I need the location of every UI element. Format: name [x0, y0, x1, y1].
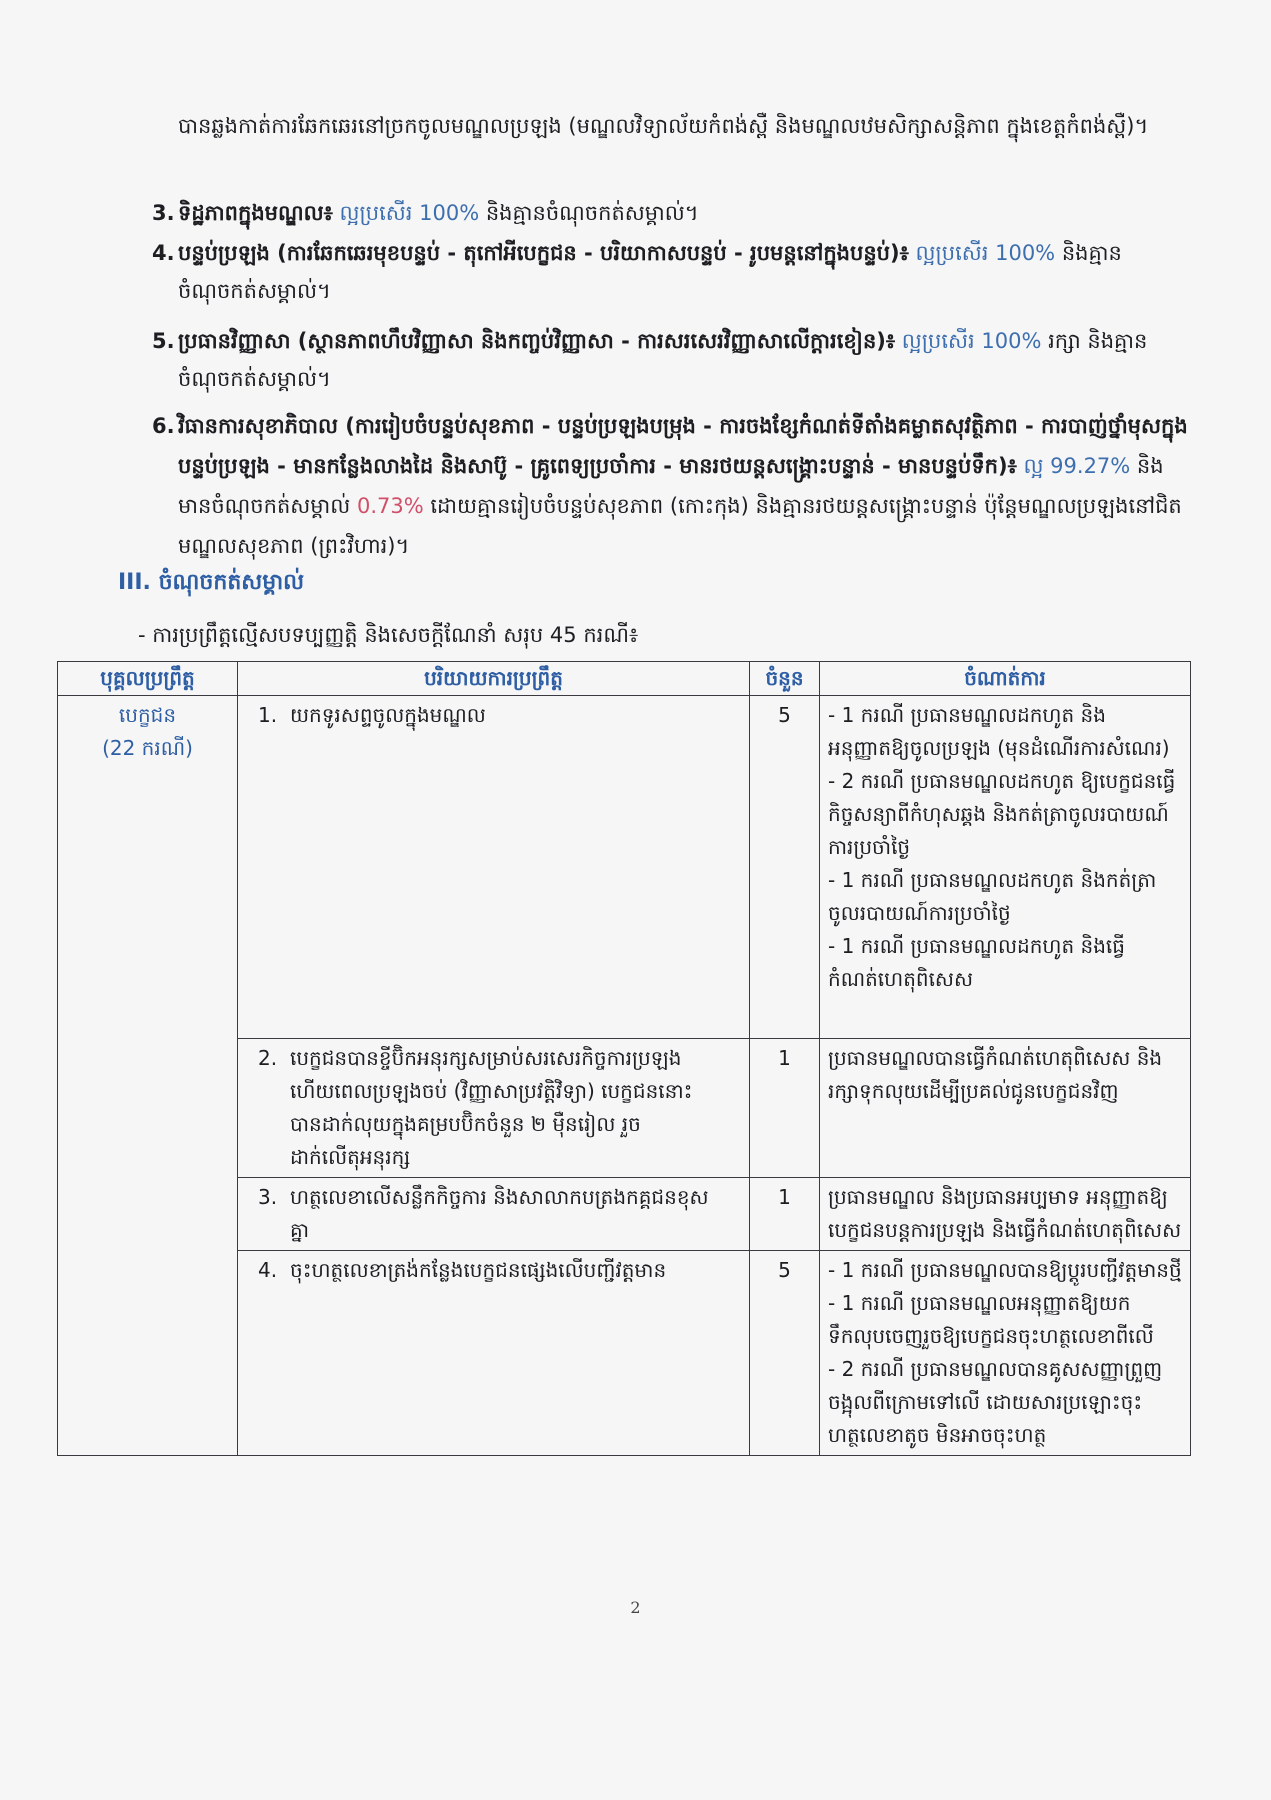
row-number: 3.	[258, 1185, 278, 1209]
item-number: 6.	[152, 414, 175, 438]
rating-text: ល្អ 99.27%	[1023, 454, 1131, 478]
violations-table	[57, 661, 1191, 1456]
action-line: - 1 ករណី ប្រធានមណ្ឌលដកហូត និងអនុញ្ញាតឱ្យចូលប្រឡង (មុនដំណើរការសំណេរ)	[828, 703, 1170, 760]
item-tail: រក្សា និងគ្មានចំណុចកត់សម្គាល់។	[178, 329, 1148, 391]
row-number: 1.	[258, 703, 278, 727]
bullet-summary: - ការប្រព្រឹត្តល្មើសបទប្បញ្ញត្តិ និងសេចក្តីណែនាំ សរុប 45 ករណី៖	[138, 623, 639, 647]
row-description: ចុះហត្ថលេខាត្រង់កន្លែងបេក្ខជនផ្សេងលើបញ្ជីវត្តមាន	[290, 1258, 667, 1282]
row-description: យកទូរសព្ទចូលក្នុងមណ្ឌល	[290, 703, 486, 727]
group-count: (22 ករណី)	[102, 736, 193, 760]
table-header-row	[58, 662, 1191, 696]
list-item-4	[152, 234, 1188, 310]
rating-text: ល្អប្រសើរ 100%	[901, 329, 1042, 353]
row-number: 4.	[258, 1258, 278, 1282]
count-cell: 1	[750, 1039, 820, 1178]
row-description: ហត្ថលេខាលើសន្លឹកកិច្ចការ និងសាលាកបត្រងកគ្គជនខុសគ្នា	[290, 1185, 709, 1242]
count-cell: 1	[750, 1178, 820, 1251]
description-cell	[238, 696, 750, 1039]
group-label: បេក្ខជន	[118, 703, 177, 727]
description-cell	[238, 1178, 750, 1251]
item-mid: និងមានចំណុចកត់សម្គាល់	[178, 454, 1164, 518]
item-tail: ដោយគ្មានរៀបចំបន្ទប់សុខភាព (កោះកុង) និងគ្មានរថយន្តសង្គ្រោះបន្ទាន់ ប៉ុន្តែមណ្ឌលប្រឡងនៅជិតមណ្ឌលសុខភាព (ព្រះវិហារ)។	[178, 494, 1182, 558]
action-line: - 2 ករណី ប្រធានមណ្ឌលដកហូត ឱ្យបេក្ខជនធ្វើកិច្ចសន្យាពីកំហុសឆ្គង និងកត់ត្រាចូលរបាយណ៍ការប្រចាំថ្ងៃ	[828, 769, 1176, 859]
action-line: - 1 ករណី ប្រធានមណ្ឌលដកហូត និងធ្វើកំណត់ហេតុពិសេស	[828, 934, 1125, 991]
table-row	[58, 696, 1191, 1039]
remark-percent: 0.73%	[356, 494, 424, 518]
item-tail: និងគ្មានចំណុចកត់សម្គាល់។	[178, 241, 1122, 303]
action-line: - 2 ករណី ប្រធានមណ្ឌលបានគូសសញ្ញាព្រួញចង្អុលពីក្រោមទៅលើ ដោយសារប្រឡោះចុះហត្ថលេខាតូច មិនអាចចុះហត្ថ	[828, 1357, 1163, 1447]
header-person: បុគ្គលប្រព្រឹត្ត	[58, 662, 238, 696]
count-cell: 5	[750, 696, 820, 1039]
item-number: 3.	[152, 201, 175, 225]
row-description: បេក្ខជនបានខ្ចីប៊ិកអនុរក្សសម្រាប់សរសេរកិច្ចការប្រឡង ហើយពេលប្រឡងចប់ (វិញ្ញាសាប្រវត្តិវិទ្យា) បេក្ខជននោះបានដាក់លុយក្នុងគម្របប៊ិកចំនួន ២ ម៉ឺនរៀល រួចដាក់លើតុអនុរក្ស	[290, 1046, 693, 1169]
action-line: ប្រធានមណ្ឌលបានធ្វើកំណត់ហេតុពិសេស និងរក្សាទុកលុយដើម្បីប្រគល់ជូនបេក្ខជនវិញ	[828, 1046, 1163, 1103]
action-line: - 1 ករណី ប្រធានមណ្ឌលដកហូត និងកត់ត្រាចូលរបាយណ៍ការប្រចាំថ្ងៃ	[828, 868, 1157, 925]
action-cell	[820, 696, 1191, 1039]
item-heading: បន្ទប់ប្រឡង (ការឆែកឆេរមុខបន្ទប់ - តុកៅអីបេក្ខជន - បរិយាកាសបន្ទប់ - រូបមន្តនៅក្នុងបន្ទប់)៖	[178, 241, 909, 265]
action-line: - 1 ករណី ប្រធានមណ្ឌលអនុញ្ញាតឱ្យយកទឹកលុបចេញរួចឱ្យបេក្ខជនចុះហត្ថលេខាពីលើ	[828, 1291, 1154, 1348]
item-number: 5.	[152, 329, 175, 353]
rating-text: ល្អប្រសើរ 100%	[339, 201, 480, 225]
list-item-3	[152, 194, 1188, 232]
row-number: 2.	[258, 1046, 278, 1070]
item-heading: ប្រធានវិញ្ញាសា (ស្ថានភាពហឹបវិញ្ញាសា និងកញ្ចប់វិញ្ញាសា - ការសរសេរវិញ្ញាសាលើក្ដារខៀន)៖	[178, 329, 896, 353]
count-cell: 5	[750, 1251, 820, 1456]
item-tail: និងគ្មានចំណុចកត់សម្គាល់។	[479, 201, 699, 225]
rating-text: ល្អប្រសើរ 100%	[915, 241, 1056, 265]
intro-paragraph: បានឆ្លងកាត់ការឆែកឆេរនៅច្រកចូលមណ្ឌលប្រឡង (មណ្ឌលវិទ្យាល័យកំពង់ស្ពឺ និងមណ្ឌលឋមសិក្សាសន្តិភាព ក្នុងខេត្តកំពង់ស្ពឺ)។	[178, 114, 1149, 138]
description-cell	[238, 1251, 750, 1456]
action-line: - 1 ករណី ប្រធានមណ្ឌលបានឱ្យប្ដូរបញ្ជីវត្តមានថ្មី	[828, 1258, 1182, 1282]
item-number: 4.	[152, 241, 175, 265]
item-heading: វិធានការសុខាភិបាល (ការរៀបចំបន្ទប់សុខភាព - បន្ទប់ប្រឡងបម្រុង - ការចងខ្សែកំណត់ទីតាំងគម្លាតសុវត្ថិភាព - ការបាញ់ថ្នាំមុសក្នុងបន្ទប់ប្រឡង - មានកន្លែងលាងដៃ និងសាប៊ូ - គ្រូពេទ្យប្រចាំការ - មានរថយន្តសង្គ្រោះបន្ទាន់ - មានបន្ទប់ទឹក)៖	[178, 414, 1188, 478]
list-item-6	[152, 406, 1188, 566]
group-cell	[58, 696, 238, 1456]
page-number: 2	[630, 1598, 641, 1617]
list-item-5	[152, 322, 1188, 398]
header-action: ចំណាត់ការ	[820, 662, 1191, 696]
action-cell	[820, 1178, 1191, 1251]
action-cell	[820, 1251, 1191, 1456]
action-line: ប្រធានមណ្ឌល និងប្រធានអប្បមាទ អនុញ្ញាតឱ្យបេក្ខជនបន្តការប្រឡង និងធ្វើកំណត់ហេតុពិសេស	[828, 1185, 1182, 1242]
action-cell	[820, 1039, 1191, 1178]
section-heading: III. ចំណុចកត់សម្គាល់	[118, 570, 305, 595]
description-cell	[238, 1039, 750, 1178]
header-count: ចំនួន	[750, 662, 820, 696]
item-heading: ទិដ្ឋភាពក្នុងមណ្ឌល៖	[178, 201, 333, 225]
header-description: បរិយាយការប្រព្រឹត្ត	[238, 662, 750, 696]
